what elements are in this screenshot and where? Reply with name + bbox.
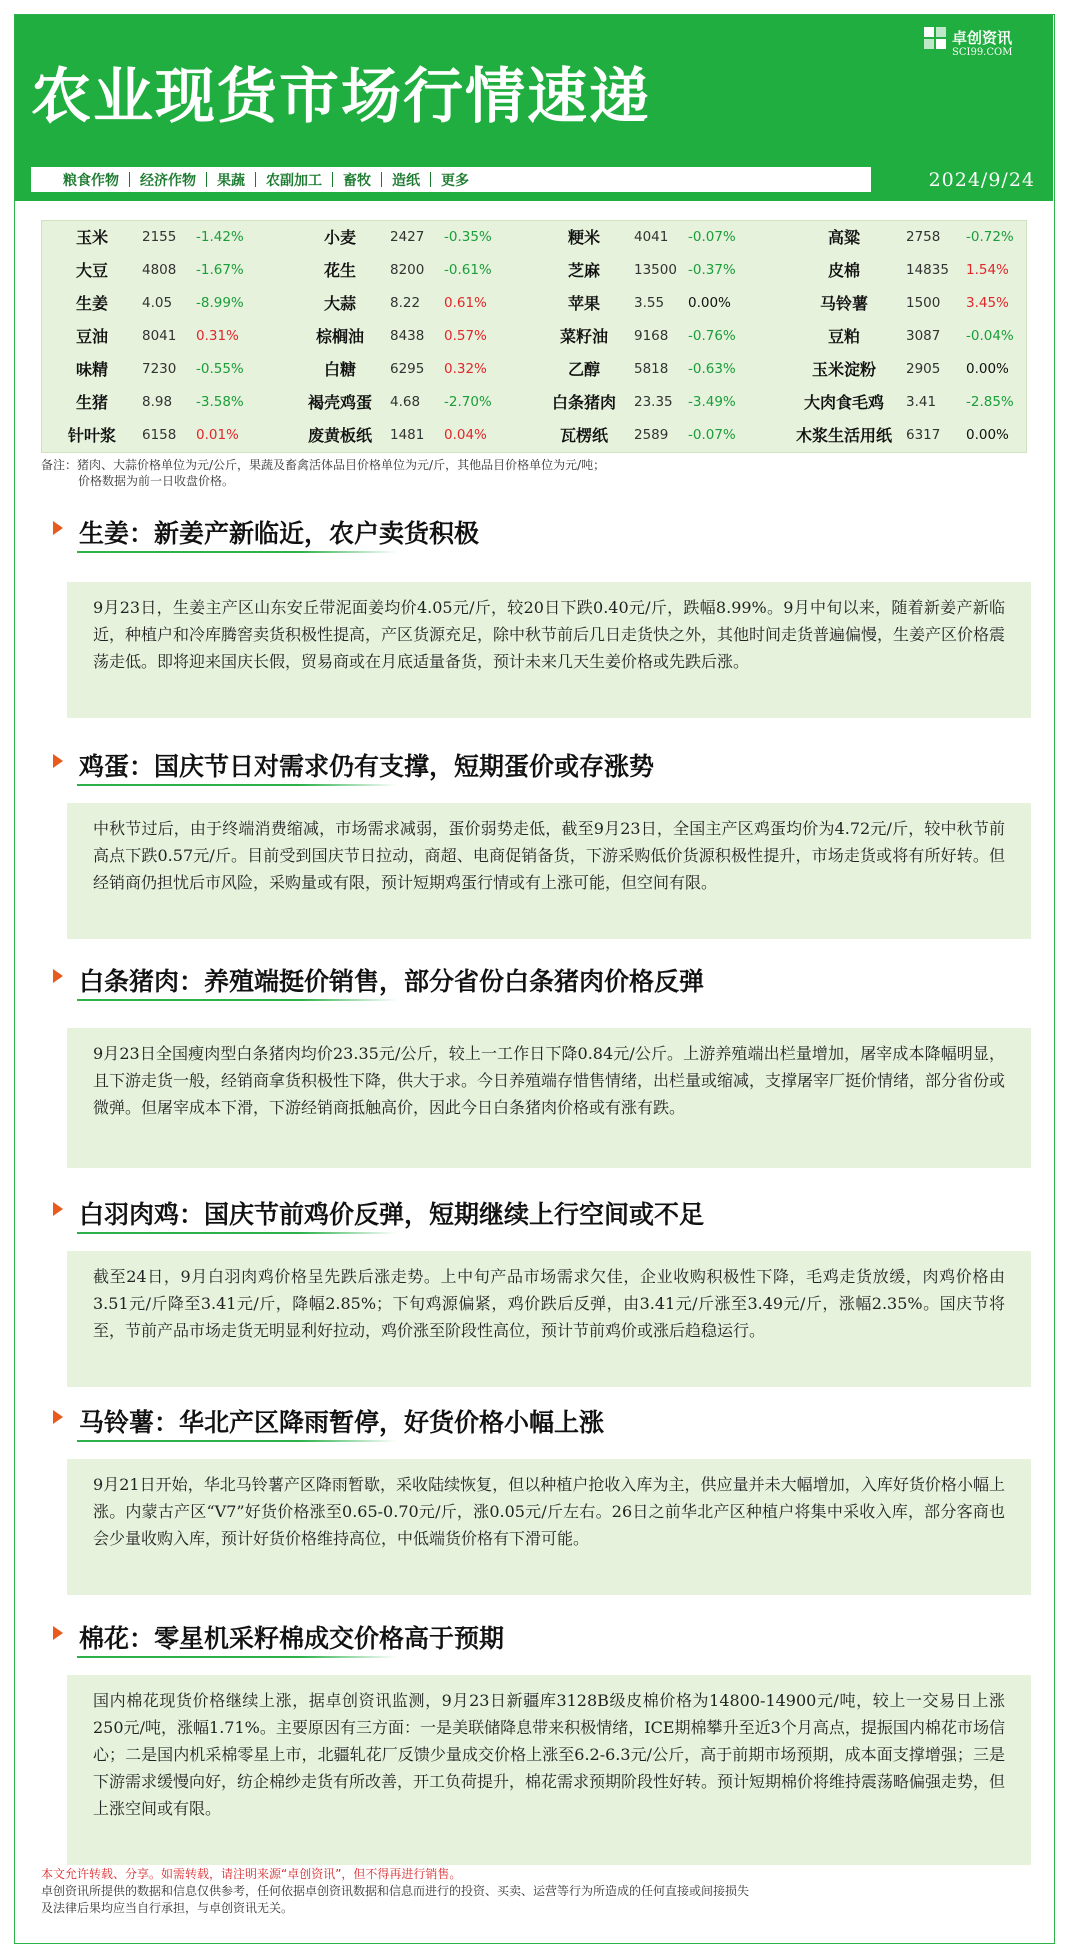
section-broiler bbox=[41, 1191, 1031, 1340]
commodity-price: 6317 bbox=[906, 427, 941, 443]
section-underline bbox=[77, 1232, 397, 1234]
section-underline bbox=[77, 1440, 397, 1442]
commodity-price: 3.55 bbox=[634, 295, 665, 311]
section-body: 截至24日，9月白羽肉鸡价格呈先跌后涨走势。上中旬产品市场需求欠佳，企业收购积极性下降，毛鸡走货放缓，肉鸡价格由3.51元/斤降至3.41元/斤，降幅2.85%；下旬鸡源偏紧，鸡价跌后反弹，由3.41元/斤涨至3.49元/斤，涨幅2.35%。国庆节将至，节前产品市场走货无明显利好拉动，鸡价涨至阶段性高位，预计节前鸡价或涨后趋稳运行。 bbox=[67, 1251, 1031, 1387]
section-underline bbox=[77, 1656, 397, 1658]
commodity-price: 1500 bbox=[906, 295, 941, 311]
commodity-name: 针叶浆 bbox=[67, 426, 116, 445]
price-note bbox=[41, 457, 605, 489]
section-title: 生姜：新姜产新临近，农户卖货积极 bbox=[79, 519, 480, 548]
commodity-price: 8200 bbox=[390, 262, 425, 278]
commodity-price: 2155 bbox=[142, 229, 177, 245]
commodity-change: -0.63% bbox=[688, 361, 736, 377]
commodity-price: 4.05 bbox=[142, 295, 173, 311]
commodity-change: 3.45% bbox=[966, 295, 1009, 311]
section-underline bbox=[77, 999, 397, 1001]
commodity-change: -2.70% bbox=[444, 394, 492, 410]
section-header bbox=[41, 1615, 1031, 1659]
commodity-change: -0.37% bbox=[688, 262, 736, 278]
commodity-change: -2.85% bbox=[966, 394, 1014, 410]
price-row bbox=[42, 221, 1028, 254]
commodity-change: -3.58% bbox=[196, 394, 244, 410]
commodity-name: 豆粕 bbox=[827, 327, 860, 346]
commodity-price: 3087 bbox=[906, 328, 941, 344]
page-title: 农业现货市场行情速递 bbox=[31, 62, 651, 132]
commodity-name: 白条猪肉 bbox=[551, 393, 616, 412]
arrow-icon bbox=[53, 969, 63, 983]
section-title: 棉花：零星机采籽棉成交价格高于预期 bbox=[79, 1624, 505, 1653]
disclaimer-line-3: 及法律后果均应当自行承担，与卓创资讯无关。 bbox=[41, 1901, 294, 1915]
commodity-change: 0.01% bbox=[196, 427, 239, 443]
section-title: 鸡蛋：国庆节日对需求仍有支撑，短期蛋价或存涨势 bbox=[79, 752, 655, 781]
section-title: 马铃薯：华北产区降雨暂停，好货价格小幅上涨 bbox=[79, 1408, 605, 1437]
commodity-change: 0.31% bbox=[196, 328, 239, 344]
commodity-name: 菜籽油 bbox=[559, 327, 608, 346]
commodity-price: 3.41 bbox=[906, 394, 937, 410]
commodity-name: 废黄板纸 bbox=[307, 426, 372, 445]
commodity-name: 味精 bbox=[75, 360, 108, 379]
commodity-name: 大豆 bbox=[75, 261, 108, 280]
commodity-price: 2905 bbox=[906, 361, 941, 377]
nav-item-livestock[interactable]: 畜牧 bbox=[343, 172, 371, 189]
arrow-icon bbox=[53, 1626, 63, 1640]
commodity-name: 苹果 bbox=[567, 294, 600, 313]
commodity-change: 0.32% bbox=[444, 361, 487, 377]
commodity-name: 棕榈油 bbox=[315, 327, 364, 346]
commodity-price: 6158 bbox=[142, 427, 177, 443]
nav-item-paper[interactable]: 造纸 bbox=[392, 172, 420, 189]
disclaimer-line-1: 本文允许转载、分享。如需转载，请注明来源“卓创资讯”，但不得再进行销售。 bbox=[41, 1867, 462, 1881]
commodity-change: -0.72% bbox=[966, 229, 1014, 245]
price-row bbox=[42, 419, 1028, 452]
commodity-change: 1.54% bbox=[966, 262, 1009, 278]
disclaimer bbox=[41, 1866, 1031, 1917]
section-title: 白羽肉鸡：国庆节前鸡价反弹，短期继续上行空间或不足 bbox=[79, 1200, 705, 1229]
note-line-2: 价格数据为前一日收盘价格。 bbox=[78, 474, 235, 488]
commodity-price: 2589 bbox=[634, 427, 669, 443]
header-banner bbox=[15, 15, 1053, 201]
section-header bbox=[41, 1399, 1031, 1443]
commodity-change: 0.00% bbox=[966, 427, 1009, 443]
commodity-change: -0.61% bbox=[444, 262, 492, 278]
commodity-name: 大蒜 bbox=[323, 294, 356, 313]
commodity-name: 玉米 bbox=[75, 228, 108, 247]
section-pork bbox=[41, 958, 1031, 1117]
commodity-name: 褐壳鸡蛋 bbox=[307, 393, 372, 412]
commodity-name: 生猪 bbox=[75, 393, 108, 412]
commodity-change: -0.35% bbox=[444, 229, 492, 245]
commodity-change: 0.57% bbox=[444, 328, 487, 344]
section-underline bbox=[77, 551, 397, 553]
price-row bbox=[42, 386, 1028, 419]
commodity-price: 7230 bbox=[142, 361, 177, 377]
commodity-name: 大肉食毛鸡 bbox=[803, 393, 884, 412]
commodity-price: 14835 bbox=[906, 262, 949, 278]
commodity-name: 小麦 bbox=[323, 228, 356, 247]
section-header bbox=[41, 510, 1031, 554]
commodity-name: 芝麻 bbox=[567, 261, 600, 280]
commodity-price: 8.98 bbox=[142, 394, 173, 410]
nav-item-processing[interactable]: 农副加工 bbox=[266, 172, 322, 189]
commodity-price: 4041 bbox=[634, 229, 669, 245]
commodity-change: -1.42% bbox=[196, 229, 244, 245]
arrow-icon bbox=[53, 1410, 63, 1424]
commodity-price: 23.35 bbox=[634, 394, 673, 410]
section-cotton bbox=[41, 1615, 1031, 1818]
commodity-price: 4808 bbox=[142, 262, 177, 278]
commodity-price: 2758 bbox=[906, 229, 941, 245]
nav-item-more[interactable]: 更多 bbox=[441, 172, 469, 189]
section-header bbox=[41, 958, 1031, 1002]
arrow-icon bbox=[53, 521, 63, 535]
category-nav bbox=[31, 167, 871, 192]
commodity-price: 2427 bbox=[390, 229, 425, 245]
section-ginger bbox=[41, 510, 1031, 671]
commodity-change: 0.00% bbox=[688, 295, 731, 311]
commodity-name: 乙醇 bbox=[567, 360, 600, 379]
commodity-name: 豆油 bbox=[75, 327, 108, 346]
report-page bbox=[14, 14, 1055, 1944]
commodity-price: 6295 bbox=[390, 361, 425, 377]
section-potato bbox=[41, 1399, 1031, 1548]
section-eggs bbox=[41, 743, 1031, 892]
commodity-change: -0.04% bbox=[966, 328, 1014, 344]
commodity-name: 白糖 bbox=[323, 360, 356, 379]
commodity-name: 粳米 bbox=[567, 228, 600, 247]
disclaimer-line-2: 卓创资讯所提供的数据和信息仅供参考，任何依据卓创资讯数据和信息而进行的投资、买卖、运营等行为所造成的任何直接或间接损失 bbox=[41, 1884, 750, 1898]
price-row bbox=[42, 254, 1028, 287]
brand-logo[interactable] bbox=[924, 23, 1039, 63]
commodity-change: 0.61% bbox=[444, 295, 487, 311]
nav-item-produce[interactable]: 果蔬 bbox=[217, 172, 245, 189]
logo-text-cn: 卓创资讯 bbox=[952, 29, 1013, 47]
nav-item-grain[interactable]: 粮食作物 bbox=[63, 172, 119, 189]
logo-icon bbox=[924, 27, 948, 51]
section-body: 9月23日全国瘦肉型白条猪肉均价23.35元/公斤，较上一工作日下降0.84元/公斤。上游养殖端出栏量增加，屠宰成本降幅明显，且下游走货一般，经销商拿货积极性下降，供大于求。今日养殖端存惜售情绪，出栏量或缩减，支撑屠宰厂挺价情绪，部分省份或微弹。但屠宰成本下滑，下游经销商抵触高价，因此今日白条猪肉价格或有涨有跌。 bbox=[67, 1028, 1031, 1168]
commodity-change: 0.04% bbox=[444, 427, 487, 443]
note-line-1: 备注：猪肉、大蒜价格单位为元/公斤，果蔬及畜禽活体品目价格单位为元/斤，其他品目价格单位为元/吨； bbox=[41, 458, 606, 472]
section-body: 中秋节过后，由于终端消费缩减，市场需求减弱，蛋价弱势走低，截至9月23日，全国主产区鸡蛋均价为4.72元/斤，较中秋节前高点下跌0.57元/斤。目前受到国庆节日拉动，商超、电商促销备货，下游采购低价货源积极性提升，市场走货或将有所好转。但经销商仍担忧后市风险，采购量或有限，预计短期鸡蛋行情或有上涨可能，但空间有限。 bbox=[67, 803, 1031, 939]
price-row bbox=[42, 287, 1028, 320]
commodity-change: 0.00% bbox=[966, 361, 1009, 377]
section-body: 国内棉花现货价格继续上涨，据卓创资讯监测，9月23日新疆库3128B级皮棉价格为14800-14900元/吨，较上一交易日上涨250元/吨，涨幅1.71%。主要原因有三方面：一是美联储降息带来积极情绪，ICE期棉攀升至近3个月高点，提振国内棉花市场信心；二是国内机采棉零星上市，北疆轧花厂反馈少量成交价格上涨至6.2-6.3元/公斤，高于前期市场预期，成本面支撑增强；三是下游需求缓慢向好，纺企棉纱走货有所改善，开工负荷提升，棉花需求预期阶段性好转。预计短期棉价将维持震荡略偏强走势，但上涨空间或有限。 bbox=[67, 1675, 1031, 1865]
price-table bbox=[41, 220, 1027, 453]
nav-item-cash-crops[interactable]: 经济作物 bbox=[140, 172, 196, 189]
arrow-icon bbox=[53, 1202, 63, 1216]
section-header bbox=[41, 743, 1031, 787]
commodity-name: 瓦楞纸 bbox=[559, 426, 608, 445]
commodity-name: 皮棉 bbox=[827, 261, 860, 280]
price-row bbox=[42, 353, 1028, 386]
arrow-icon bbox=[53, 754, 63, 768]
section-body: 9月21日开始，华北马铃薯产区降雨暂歇，采收陆续恢复，但以种植户抢收入库为主，供应量并未大幅增加，入库好货价格小幅上涨。内蒙古产区“V7”好货价格涨至0.65-0.70元/斤，涨0.05元/斤左右。26日之前华北产区种植户将集中采收入库，部分客商也会少量收购入库，预计好货价格维持高位，中低端货价格有下滑可能。 bbox=[67, 1459, 1031, 1595]
commodity-name: 生姜 bbox=[75, 294, 108, 313]
section-header bbox=[41, 1191, 1031, 1235]
commodity-change: -8.99% bbox=[196, 295, 244, 311]
commodity-price: 9168 bbox=[634, 328, 669, 344]
commodity-price: 13500 bbox=[634, 262, 677, 278]
commodity-price: 4.68 bbox=[390, 394, 421, 410]
commodity-name: 木浆生活用纸 bbox=[795, 426, 892, 445]
commodity-change: -0.76% bbox=[688, 328, 736, 344]
commodity-price: 8.22 bbox=[390, 295, 421, 311]
commodity-name: 高粱 bbox=[827, 228, 860, 247]
report-date: 2024/9/24 bbox=[928, 169, 1035, 191]
commodity-name: 马铃薯 bbox=[819, 294, 868, 313]
commodity-change: -0.07% bbox=[688, 427, 736, 443]
section-title: 白条猪肉：养殖端挺价销售，部分省份白条猪肉价格反弹 bbox=[79, 967, 705, 996]
commodity-price: 1481 bbox=[390, 427, 425, 443]
commodity-price: 8041 bbox=[142, 328, 177, 344]
commodity-change: -0.55% bbox=[196, 361, 244, 377]
commodity-price: 5818 bbox=[634, 361, 669, 377]
section-body: 9月23日，生姜主产区山东安丘带泥面姜均价4.05元/斤，较20日下跌0.40元/斤，跌幅8.99%。9月中旬以来，随着新姜产新临近，种植户和冷库腾窖卖货积极性提高，产区货源充足，除中秋节前后几日走货快之外，其他时间走货普遍偏慢，生姜产区价格震荡走低。即将迎来国庆长假，贸易商或在月底适量备货，预计未来几天生姜价格或先跌后涨。 bbox=[67, 582, 1031, 718]
section-underline bbox=[77, 784, 397, 786]
logo-text-en: SCI99.COM bbox=[952, 47, 1013, 58]
commodity-price: 8438 bbox=[390, 328, 425, 344]
commodity-change: -0.07% bbox=[688, 229, 736, 245]
commodity-change: -1.67% bbox=[196, 262, 244, 278]
commodity-name: 玉米淀粉 bbox=[811, 360, 876, 379]
commodity-change: -3.49% bbox=[688, 394, 736, 410]
price-row bbox=[42, 320, 1028, 353]
commodity-name: 花生 bbox=[323, 261, 356, 280]
